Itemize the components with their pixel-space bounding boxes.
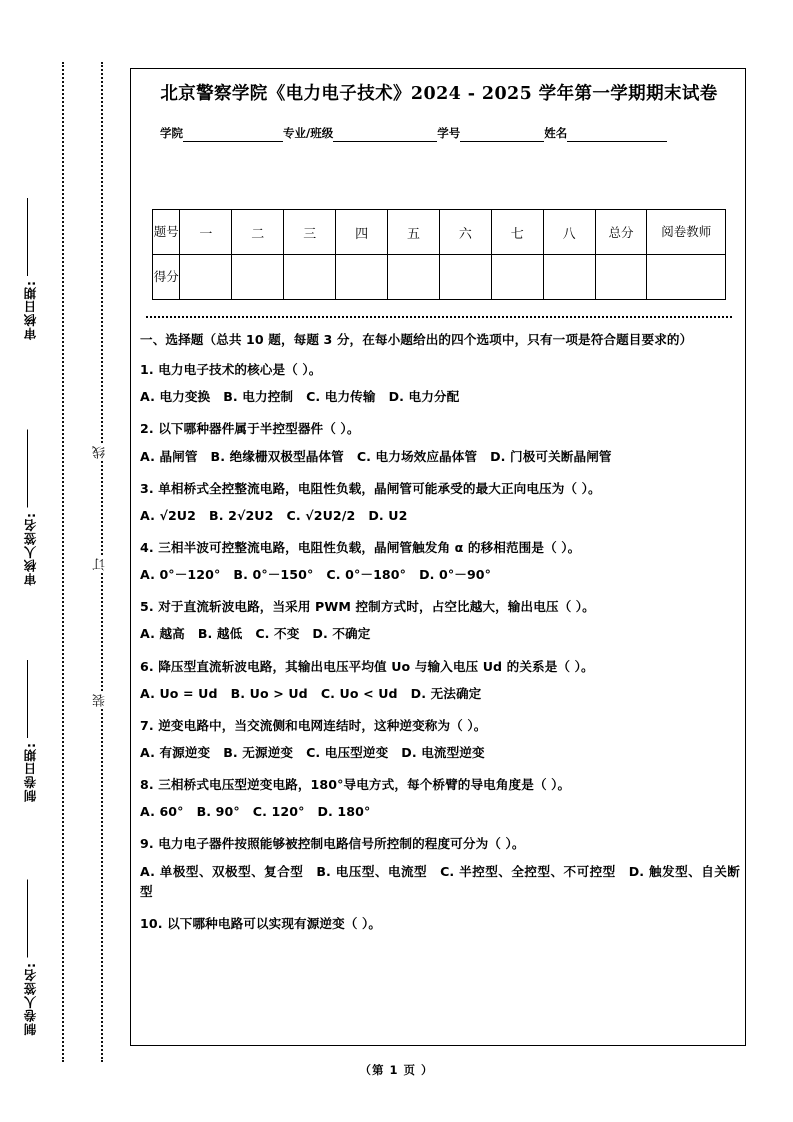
option-c[interactable]: C. 半控型、全控型、不可控型 — [440, 863, 616, 879]
binding-glyph-ding: 订 — [91, 556, 113, 573]
margin-field-reviewer-signature — [22, 430, 56, 586]
question-stem: 9. 电力电子器件按照能够被控制电路信号所控制的程度可分为（ ）。 — [140, 836, 525, 852]
question-10 — [140, 914, 740, 934]
margin-field-label: 审核人签名: — [23, 512, 38, 586]
score-cell-teacher[interactable] — [647, 255, 726, 300]
table-row-scores — [153, 255, 726, 300]
question-options — [140, 565, 740, 585]
option-a[interactable]: A. Uo = Ud — [140, 685, 218, 701]
option-d[interactable]: D. U2 — [368, 507, 408, 523]
option-a[interactable]: A. 电力变换 — [140, 389, 211, 405]
option-a[interactable]: A. 单极型、双极型、复合型 — [140, 863, 304, 879]
option-b[interactable]: B. 电力控制 — [223, 389, 294, 405]
option-b[interactable]: B. 90° — [196, 804, 240, 820]
score-cell-1[interactable] — [180, 255, 232, 300]
option-d[interactable]: D. 0°－90° — [419, 567, 492, 583]
question-stem: 5. 对于直流斩波电路，当采用 PWM 控制方式时，占空比越大，输出电压（ ）。 — [140, 599, 595, 615]
option-d[interactable]: D. 触发型、自关断型 — [140, 863, 740, 899]
column-header-7: 七 — [491, 210, 543, 255]
question-options — [140, 506, 740, 526]
option-d[interactable]: D. 无法确定 — [410, 685, 482, 701]
option-a[interactable]: A. 有源逆变 — [140, 744, 211, 760]
column-header-5: 五 — [388, 210, 440, 255]
margin-field-label: 制卷日期: — [23, 742, 38, 802]
option-a[interactable]: A. 0°－120° — [140, 567, 221, 583]
question-options — [140, 624, 740, 644]
question-options — [140, 387, 740, 407]
question-9 — [140, 834, 740, 901]
margin-dotted-line-outer — [62, 62, 64, 1062]
column-header-3: 三 — [284, 210, 336, 255]
page-footer — [0, 1062, 793, 1078]
score-cell-6[interactable] — [439, 255, 491, 300]
option-b[interactable]: B. 越低 — [197, 626, 243, 642]
college-input[interactable] — [183, 128, 283, 142]
major-class-input[interactable] — [333, 128, 437, 142]
page-number-marker: （第 1 页 ） — [359, 1063, 434, 1077]
option-c[interactable]: C. 120° — [252, 804, 305, 820]
option-b[interactable]: B. 无源逆变 — [223, 744, 294, 760]
binding-glyph-xian: 线 — [91, 444, 113, 461]
option-d[interactable]: D. 电力分配 — [388, 389, 460, 405]
option-b[interactable]: B. Uo > Ud — [230, 685, 308, 701]
option-b[interactable]: B. 2√2U2 — [209, 507, 274, 523]
question-8 — [140, 775, 740, 822]
section-heading-multiple-choice: 一、选择题（总共 10 题，每题 3 分，在每小题给出的四个选项中，只有一项是符合题目要求的） — [140, 332, 693, 347]
score-cell-8[interactable] — [543, 255, 595, 300]
score-cell-total[interactable] — [595, 255, 647, 300]
section-divider — [146, 316, 732, 318]
option-a[interactable]: A. 60° — [140, 804, 184, 820]
column-header-grading-teacher: 阅卷教师 — [647, 210, 726, 255]
margin-field-review-date — [22, 198, 56, 340]
table-row-question-numbers — [153, 210, 726, 255]
margin-field-rule — [27, 198, 28, 276]
option-c[interactable]: C. 电力传输 — [306, 389, 376, 405]
question-stem: 2. 以下哪种器件属于半控型器件（ ）。 — [140, 421, 360, 437]
score-cell-5[interactable] — [388, 255, 440, 300]
info-label-college: 学院 — [160, 126, 183, 141]
score-cell-4[interactable] — [336, 255, 388, 300]
row-label-score: 得分 — [153, 255, 180, 300]
column-header-1: 一 — [180, 210, 232, 255]
info-label-student-id: 学号 — [437, 126, 461, 141]
question-2 — [140, 419, 740, 466]
info-label-major-class: 专业/班级 — [283, 126, 334, 141]
score-table — [152, 209, 726, 300]
question-5 — [140, 597, 740, 644]
option-d[interactable]: D. 门极可关断晶闸管 — [490, 448, 612, 464]
column-header-total: 总分 — [595, 210, 647, 255]
student-id-input[interactable] — [460, 128, 544, 142]
option-c[interactable]: C. 不变 — [255, 626, 300, 642]
option-a[interactable]: A. 晶闸管 — [140, 448, 198, 464]
exam-header — [146, 80, 732, 142]
option-b[interactable]: B. 0°－150° — [233, 567, 314, 583]
question-options — [140, 743, 740, 763]
question-6 — [140, 657, 740, 704]
option-d[interactable]: D. 不确定 — [312, 626, 371, 642]
column-header-2: 二 — [232, 210, 284, 255]
score-cell-7[interactable] — [491, 255, 543, 300]
question-1 — [140, 360, 740, 407]
question-7 — [140, 716, 740, 763]
option-d[interactable]: D. 180° — [317, 804, 371, 820]
question-options — [140, 802, 740, 822]
binding-margin — [0, 0, 128, 1122]
option-c[interactable]: C. 电力场效应晶体管 — [356, 448, 478, 464]
question-4 — [140, 538, 740, 585]
question-stem: 10. 以下哪种电路可以实现有源逆变（ ）。 — [140, 915, 382, 931]
column-header-4: 四 — [336, 210, 388, 255]
binding-glyph-zhuang: 装 — [91, 692, 113, 709]
question-stem: 4. 三相半波可控整流电路，电阻性负载，晶闸管触发角 α 的移相范围是（ ）。 — [140, 539, 581, 555]
score-cell-3[interactable] — [284, 255, 336, 300]
question-options — [140, 447, 740, 467]
option-c[interactable]: C. √2U2/2 — [286, 507, 356, 523]
option-c[interactable]: C. 电压型逆变 — [306, 744, 389, 760]
info-label-name: 姓名 — [544, 126, 568, 141]
option-a[interactable]: A. 越高 — [140, 626, 185, 642]
option-d[interactable]: D. 电流型逆变 — [401, 744, 485, 760]
question-stem: 6. 降压型直流斩波电路，其输出电压平均值 Uo 与输入电压 Ud 的关系是（ ）。 — [140, 658, 594, 674]
question-body — [140, 330, 740, 941]
question-options — [140, 684, 740, 704]
column-header-8: 八 — [543, 210, 595, 255]
margin-field-rule — [27, 660, 28, 738]
question-stem: 1. 电力电子技术的核心是（ ）。 — [140, 362, 322, 378]
option-c[interactable]: C. 0°－180° — [326, 567, 407, 583]
question-stem: 3. 单相桥式全控整流电路，电阻性负载，晶闸管可能承受的最大正向电压为（ ）。 — [140, 480, 601, 496]
page-title: 北京警察学院《电力电子技术》2024 - 2025 学年第一学期期末试卷 — [160, 84, 718, 104]
margin-field-rule — [27, 880, 28, 958]
option-a[interactable]: A. √2U2 — [140, 507, 197, 523]
margin-field-paper-date — [22, 660, 56, 802]
question-options — [140, 862, 740, 902]
name-input[interactable] — [567, 128, 667, 142]
margin-field-preparer-signature — [22, 880, 56, 1036]
option-c[interactable]: C. Uo < Ud — [320, 685, 398, 701]
option-b[interactable]: B. 电压型、电流型 — [316, 863, 428, 879]
student-info-line — [146, 125, 732, 142]
margin-field-label: 审核日期: — [23, 280, 38, 340]
column-header-6: 六 — [439, 210, 491, 255]
question-stem: 7. 逆变电路中，当交流侧和电网连结时，这种逆变称为（ ）。 — [140, 717, 487, 733]
score-cell-2[interactable] — [232, 255, 284, 300]
margin-field-rule — [27, 430, 28, 508]
row-label-question-no: 题号 — [153, 210, 180, 255]
option-b[interactable]: B. 绝缘栅双极型晶体管 — [210, 448, 344, 464]
margin-field-label: 制卷人签名: — [23, 962, 38, 1036]
question-3 — [140, 479, 740, 526]
question-stem: 8. 三相桥式电压型逆变电路，180°导电方式，每个桥臂的导电角度是（ ）。 — [140, 777, 571, 793]
